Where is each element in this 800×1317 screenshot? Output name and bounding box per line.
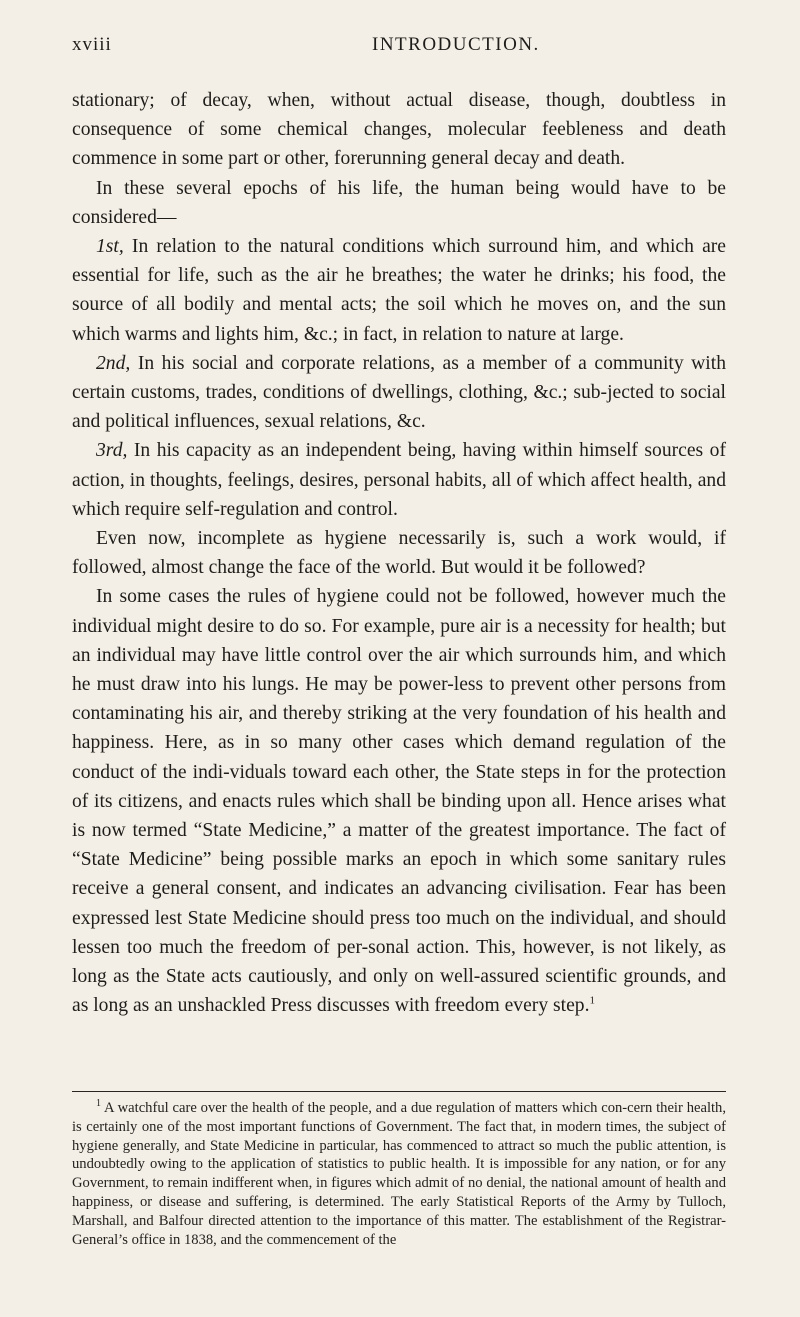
footnote <box>72 1099 726 1249</box>
footnote-divider <box>72 1091 726 1092</box>
footnote-text: A watchful care over the health of the people, and a due regulation of matters which con-cern their health, is certainly one of the most important functions of Government. The fact that, in modern times, the subject of hygiene generally, and State Medicine in particular, has commenced to attract so much the public attention, is undoubtedly owing to the application of statistics to public health. It is impossible for any nation, or for any Government, to remain indifferent when, in figures which admit of no denial, the national amount of health and happiness, or disease and suffering, is determined. The early Statistical Reports of the Army by Tulloch, Marshall, and Balfour directed attention to the importance of this matter. The establishment of the Registrar-General’s office in 1838, and the commencement of the <box>72 1100 726 1248</box>
footnote-marker: 1 <box>96 1098 101 1110</box>
paragraph-text: In some cases the rules of hygiene could not be followed, however much the individual might desire to do so. For example, pure air is a necessity for health; but an individual may have little control over the air which surrounds him, and which he must draw into his lungs. He may be power-less to prevent other persons from contaminating his air, and thereby striking at the very foundation of his health and happiness. Here, as in so many other cases which demand regulation of the conduct of the indi-viduals toward each other, the State steps in for the protection of its citizens, and enacts rules which shall be binding upon all. Hence arises what is now termed “State Medicine,” a matter of the greatest importance. The fact of “State Medicine” being possible marks an epoch in which some sanitary rules receive a general consent, and indicates an advancing civilisation. Fear has been expressed lest State Medicine should press too much on the individual, and should lessen too much the freedom of per-sonal action. This, however, is not likely, as long as the State acts cautiously, and only on well-assured scientific grounds, and as long as an unshackled Press discusses with freedom every step. <box>72 586 726 1017</box>
paragraph-epochs-intro: In these several epochs of his life, the human being would have to be considered— <box>72 177 726 228</box>
page-number: xviii <box>72 34 112 55</box>
paragraph-third-relation <box>72 436 726 524</box>
paragraph-state-medicine <box>72 582 726 1020</box>
ordinal-first: 1st, <box>96 236 124 258</box>
ordinal-second: 2nd, <box>96 352 131 374</box>
paragraph-text: In relation to the natural conditions which surround him, and which are essential for life, such as the air he breathes; the water he drinks; his food, the source of all bodily and mental acts; the soil which he moves on, and the sun which warms and lights him, &c.; in fact, in relation to nature at large. <box>72 236 726 345</box>
paragraph-even-now: Even now, incomplete as hygiene necessarily is, such a work would, if followed, almost change the face of the world. But would it be followed? <box>72 528 726 579</box>
paragraph-first-relation <box>72 232 726 349</box>
footnote-reference: 1 <box>589 994 595 1007</box>
running-title: INTRODUCTION. <box>372 34 540 55</box>
body-text <box>72 86 726 1021</box>
ordinal-third: 3rd, <box>96 440 128 462</box>
paragraph-text: In his capacity as an independent being, having within himself sources of action, in thoughts, feelings, desires, personal habits, all of which affect health, and which require self-regulation and control. <box>72 440 726 520</box>
running-head <box>72 34 726 58</box>
paragraph-second-relation <box>72 349 726 437</box>
paragraph-continuation: stationary; of decay, when, without actual disease, though, doubtless in consequence of some chemical changes, molecular feebleness and death commence in some part or other, forerunning general decay and death. <box>72 90 726 170</box>
paragraph-text: In his social and corporate relations, as a member of a community with certain customs, trades, conditions of dwellings, clothing, &c.; sub-jected to social and political influences, sexual relations, &c. <box>72 352 726 433</box>
